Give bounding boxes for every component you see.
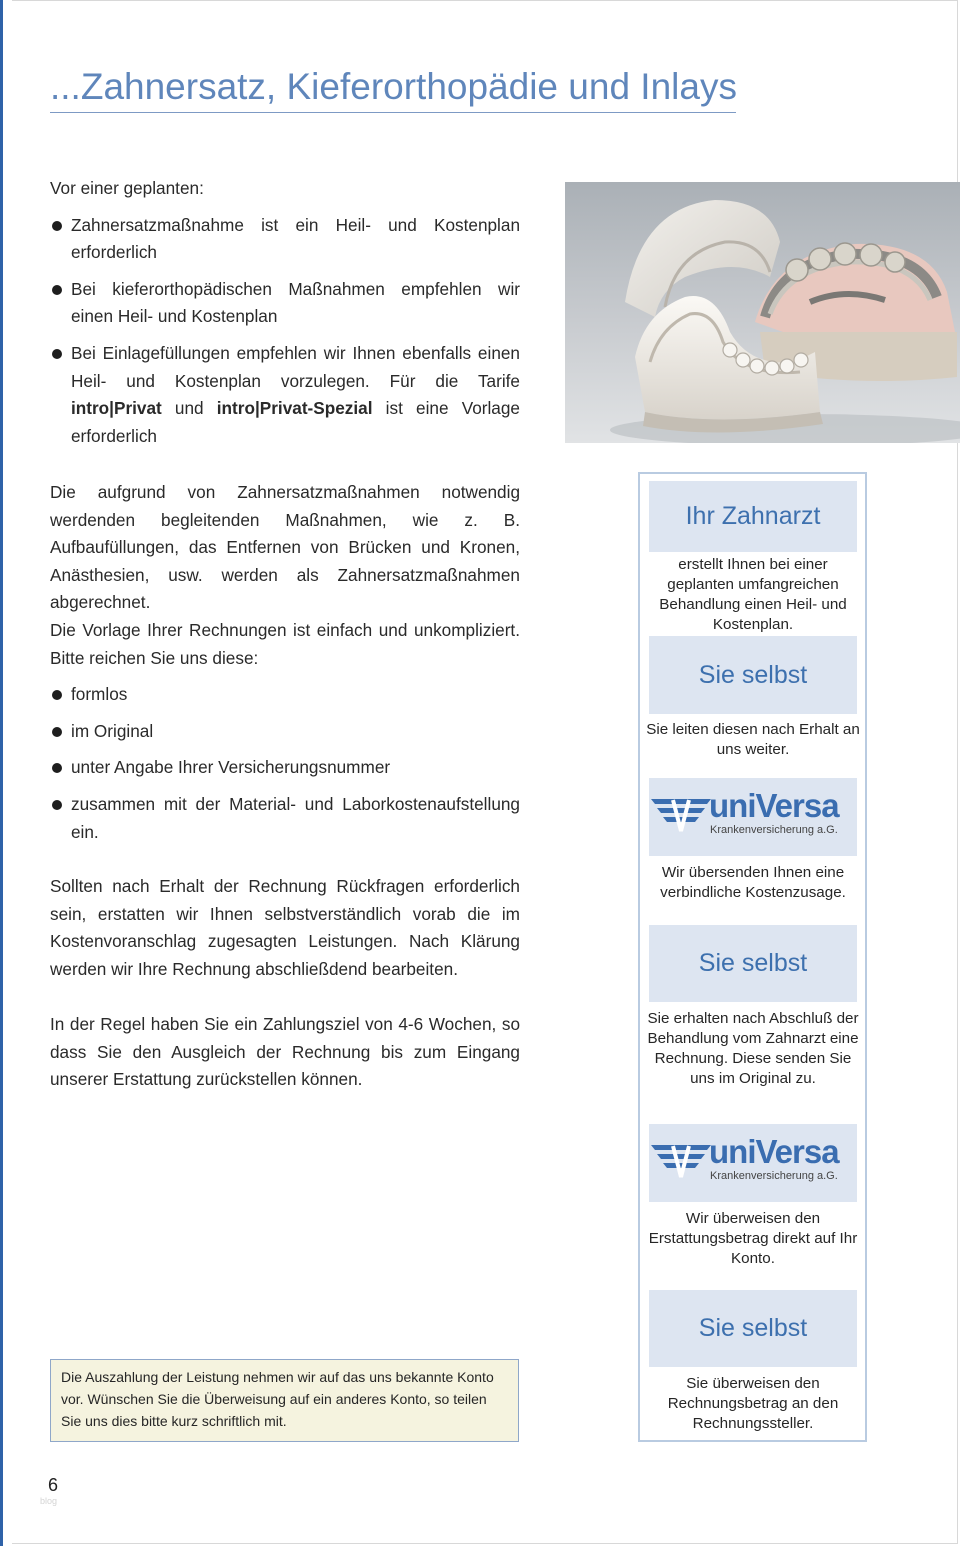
list-item-text: und: [161, 398, 217, 419]
universa-wordmark: uniVersa: [709, 1133, 839, 1170]
list-item: formlos: [50, 681, 520, 709]
flow-step-text: Wir übersenden Ihnen eine verbindliche Kostenzusage.: [660, 864, 846, 901]
dental-models-illustration: [565, 182, 960, 443]
list-item: Bei kieferorthopädischen Maßnahmen empfehlen wir einen Heil- und Kostenplan: [50, 276, 520, 331]
submission-intro: Die Vorlage Ihrer Rechnungen ist einfach und unkompliziert. Bitte reichen Sie uns diese:: [50, 620, 520, 668]
flow-step-text: Wir überweisen den Erstattungsbetrag direkt auf Ihr Konto.: [648, 1210, 858, 1267]
account-note: Die Auszahlung der Leistung nehmen wir auf das uns bekannte Konto vor. Wünschen Sie die Überweisung auf ein anderes Konto, so teilen Sie uns dies bitte kurz schriftlich mit.: [50, 1359, 519, 1442]
page-edge-stripe: [0, 0, 3, 1546]
page-number: 6: [48, 1475, 59, 1495]
submission-section: [50, 617, 520, 855]
list-item-text: ist eine Vorlage erforderlich: [71, 398, 520, 446]
submission-list: [50, 681, 520, 846]
list-item: unter Angabe Ihrer Versicherungsnummer: [50, 754, 520, 782]
universa-emblem-icon: [651, 1141, 711, 1181]
flow-actor-dentist: Ihr Zahnarzt: [649, 481, 857, 552]
tariff-name: intro|Privat-Spezial: [216, 398, 373, 419]
watermark: blog: [40, 1496, 58, 1506]
universa-subline: Krankenversicherung a.G.: [710, 824, 838, 836]
flow-actor-self: Sie selbst: [649, 925, 857, 1002]
flow-actor-self: Sie selbst: [649, 1290, 857, 1367]
intro-lead: Vor einer geplanten:: [50, 178, 204, 198]
universa-emblem-icon: [651, 795, 711, 835]
intro-bullet-list: [50, 212, 520, 451]
flow-actor-self: Sie selbst: [649, 636, 857, 714]
paragraph-text: In der Regel haben Sie ein Zahlungsziel von 4-6 Wochen, so dass Sie den Ausgleich der Rechnung bis zum Eingang unserer Erstattung zurückstellen können.: [50, 1014, 520, 1090]
paragraph-text: Die aufgrund von Zahnersatzmaßnahmen notwendig werdenden begleitenden Maßnahmen, wie z. B. Aufbaufüllungen, das Entfernen von Brücken und Kronen, Anästhesien, usw. werden als Zahnersatzmaßnahmen abgerechnet.: [50, 482, 520, 613]
page-title: ...Zahnersatz, Kieferorthopädie und Inlays: [50, 64, 736, 113]
list-item: im Original: [50, 718, 520, 746]
universa-wordmark: uniVersa: [709, 787, 839, 824]
list-item: zusammen mit der Material- und Laborkostenaufstellung ein.: [50, 791, 520, 846]
list-item: [50, 340, 520, 450]
flow-step-text: erstellt Ihnen bei einer geplanten umfangreichen Behandlung einen Heil- und Kostenplan.: [659, 556, 847, 633]
intro-section: [50, 175, 520, 459]
universa-logo: [649, 1124, 857, 1202]
list-item: Zahnersatzmaßnahme ist ein Heil- und Kostenplan erforderlich: [50, 212, 520, 267]
paragraph-text: Sollten nach Erhalt der Rechnung Rückfragen erforderlich sein, erstatten wir Ihnen selbstverständlich vorab die im Kostenvoranschlag zugesagten Leistungen. Nach Klärung werden wir Ihre Rechnung abschließdend bearbeiten.: [50, 876, 520, 979]
dental-models-photo: [565, 182, 960, 443]
universa-subline: Krankenversicherung a.G.: [710, 1170, 838, 1182]
universa-logo: [649, 778, 857, 856]
accompanying-paragraph: [50, 479, 520, 617]
queries-paragraph: [50, 873, 520, 983]
list-item-text: Bei Einlagefüllungen empfehlen wir Ihnen ebenfalls einen Heil- und Kostenplan vorzulegen. Für die Tarife: [71, 342, 520, 391]
flow-step-text: Sie leiten diesen nach Erhalt an uns weiter.: [646, 721, 860, 758]
flow-step-text: Sie überweisen den Rechnungsbetrag an den Rechnungssteller.: [667, 1375, 839, 1432]
payment-paragraph: [50, 1011, 520, 1094]
tariff-name: intro|Privat: [71, 398, 162, 419]
flow-step-text: Sie erhalten nach Abschluß der Behandlung vom Zahnarzt eine Rechnung. Diese senden Sie uns im Original zu.: [647, 1010, 859, 1087]
